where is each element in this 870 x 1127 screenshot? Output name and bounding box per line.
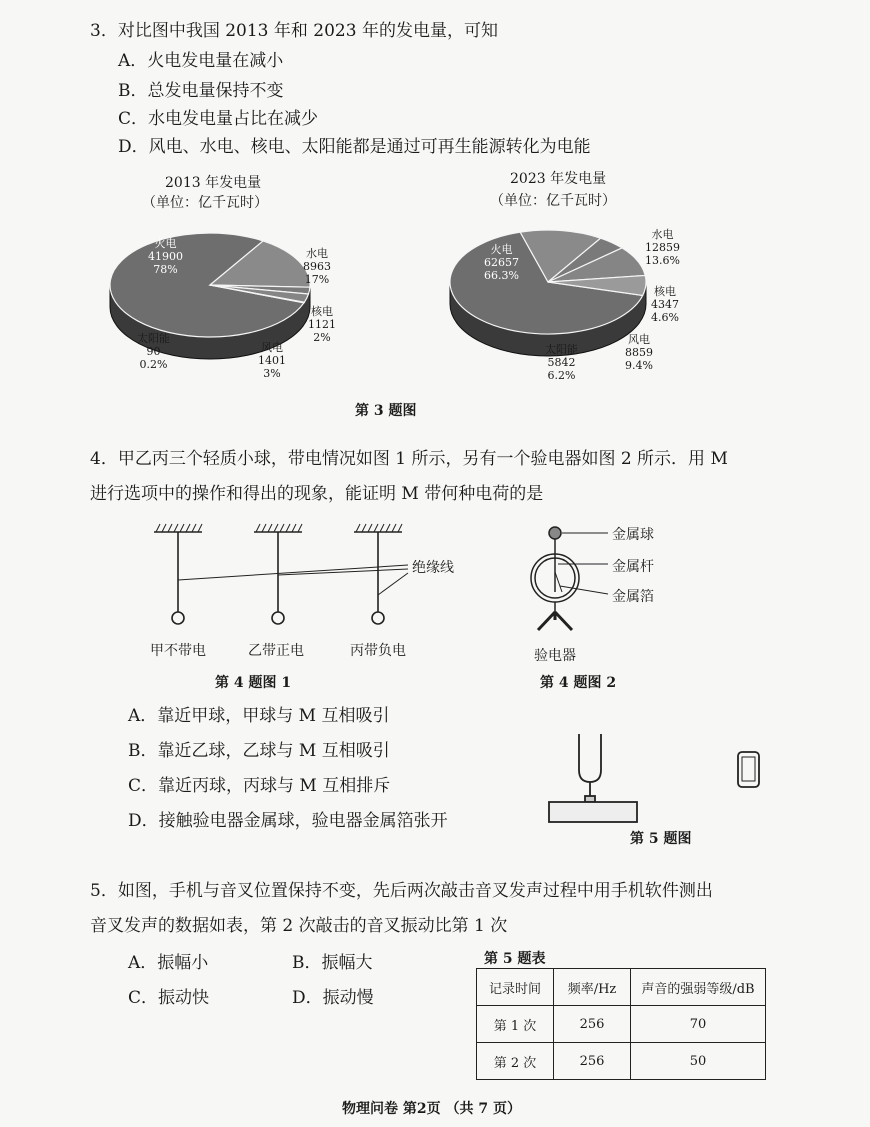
- q3-stem: 3．对比图中我国 2013 年和 2023 年的发电量，可知: [90, 21, 498, 41]
- table-cell: 50: [631, 1043, 766, 1080]
- tuning-fork-icon: [545, 730, 645, 826]
- q4-fig1-caption: 第 4 题图 1: [215, 675, 292, 691]
- ball-yi-label: 乙带正电: [248, 643, 304, 659]
- electroscope-rod-label: 金属杆: [612, 559, 654, 575]
- q4-figure1-balls: [140, 520, 470, 640]
- q4-stem-line2: 进行选项中的操作和得出的现象，能证明 M 带何种电荷的是: [90, 484, 544, 504]
- pie-2023-label-wind: 风电 8859 9.4%: [625, 333, 653, 372]
- q5-stem-line2: 音叉发声的数据如表，第 2 次敲击的音叉振动比第 1 次: [90, 916, 508, 936]
- ball-bing-label: 丙带负电: [350, 643, 406, 659]
- q3-option-c: C．水电发电量占比在减少: [118, 109, 319, 129]
- q3-option-a: A．火电发电量在减小: [118, 51, 284, 71]
- pie-2013-label-hydro: 水电 8963 17%: [303, 247, 331, 286]
- q5-option-a: A．振幅小: [128, 953, 209, 973]
- table-header-cell: 频率/Hz: [554, 969, 631, 1006]
- q5-stem-line1: 5．如图，手机与音叉位置保持不变，先后两次敲击音叉发声过程中用手机软件测出: [90, 881, 713, 901]
- pie-2023-label-thermal: 火电 62657 66.3%: [484, 243, 519, 282]
- q5-table-caption: 第 5 题表: [484, 951, 546, 967]
- q4-option-a: A．靠近甲球，甲球与 M 互相吸引: [128, 706, 390, 726]
- q5-data-table: [476, 968, 766, 1080]
- q3-option-d: D．风电、水电、核电、太阳能都是通过可再生能源转化为电能: [118, 137, 591, 157]
- thread-label: 绝缘线: [412, 560, 454, 576]
- pie-2023-title: 2023 年发电量: [510, 171, 607, 187]
- table-row: [477, 1043, 766, 1080]
- q4-option-b: B．靠近乙球，乙球与 M 互相吸引: [128, 741, 390, 761]
- table-cell: 256: [554, 1006, 631, 1043]
- q5-option-c: C．振动快: [128, 988, 210, 1008]
- ball-jia-label: 甲不带电: [150, 643, 206, 659]
- pie-2013-label-wind: 风电 1401 3%: [258, 341, 286, 380]
- table-header-cell: 记录时间: [477, 969, 554, 1006]
- electroscope-foil-label: 金属箔: [612, 589, 654, 605]
- q5-option-b: B．振幅大: [292, 953, 373, 973]
- table-header-cell: 声音的强弱等级/dB: [631, 969, 766, 1006]
- table-row: [477, 1006, 766, 1043]
- pie-2023-subtitle: （单位：亿千瓦时）: [490, 193, 616, 209]
- q4-stem-line1: 4．甲乙丙三个轻质小球，带电情况如图 1 所示，另有一个验电器如图 2 所示．用 M: [90, 449, 728, 469]
- q4-option-c: C．靠近丙球，丙球与 M 互相排斥: [128, 776, 391, 796]
- pie-2013-label-solar: 太阳能 90 0.2%: [137, 332, 170, 371]
- table-cell: 第 2 次: [477, 1043, 554, 1080]
- table-header-row: [477, 969, 766, 1006]
- phone-icon: [736, 750, 762, 790]
- pie-2023-label-hydro: 水电 12859 13.6%: [645, 228, 680, 267]
- q4-option-d: D．接触验电器金属球，验电器金属箔张开: [128, 811, 448, 831]
- pie-2013-label-nuclear: 核电 1121 2%: [308, 305, 336, 344]
- pie-2013-label-thermal: 火电 41900 78%: [148, 237, 183, 276]
- pie-2023-label-nuclear: 核电 4347 4.6%: [651, 285, 679, 324]
- electroscope-name-label: 验电器: [534, 648, 576, 664]
- pie-2023-label-solar: 太阳能 5842 6.2%: [545, 343, 578, 382]
- q3-figure-caption: 第 3 题图: [355, 403, 417, 419]
- table-cell: 70: [631, 1006, 766, 1043]
- q4-fig2-caption: 第 4 题图 2: [540, 675, 617, 691]
- q3-option-b: B．总发电量保持不变: [118, 81, 284, 101]
- table-cell: 第 1 次: [477, 1006, 554, 1043]
- q5-figure-caption: 第 5 题图: [630, 831, 692, 847]
- pie-2013-title: 2013 年发电量: [165, 175, 262, 191]
- q5-option-d: D．振动慢: [292, 988, 374, 1008]
- page-footer: 物理问卷 第2页 （共 7 页）: [342, 1101, 521, 1117]
- table-cell: 256: [554, 1043, 631, 1080]
- electroscope-ball-label: 金属球: [612, 527, 654, 543]
- electroscope-icon: [510, 520, 620, 640]
- pie-2013-subtitle: （单位：亿千瓦时）: [142, 195, 268, 211]
